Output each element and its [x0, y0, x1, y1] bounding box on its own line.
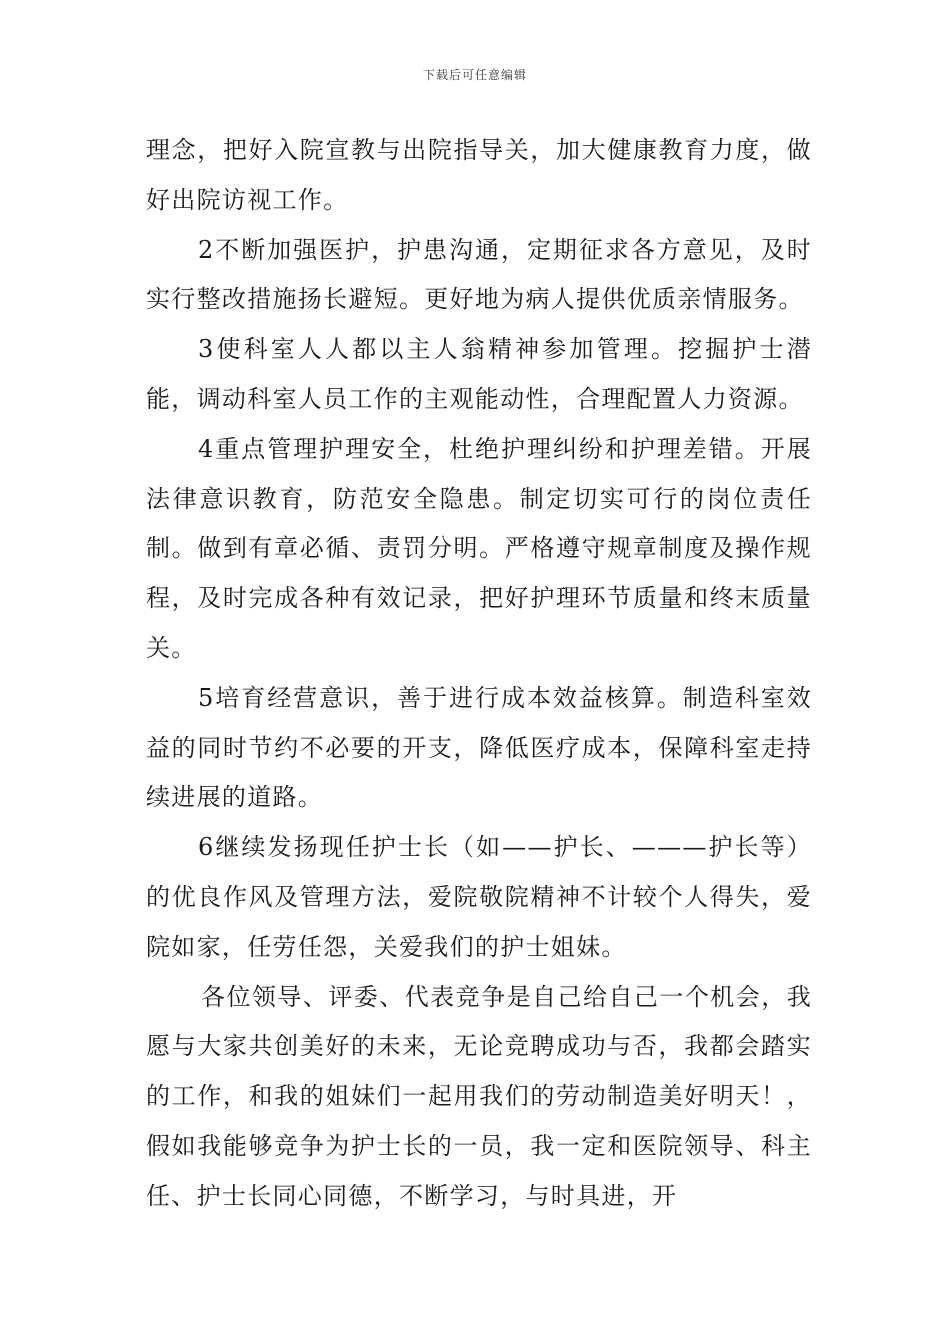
paragraph-3: 3使科室人人都以主人翁精神参加管理。挖掘护士潜能，调动科室人员工作的主观能动性，合理配置人力资源。	[146, 335, 812, 413]
paragraph-1: 理念，把好入院宣教与出院指导关，加大健康教育力度，做好出院访视工作。	[146, 136, 812, 214]
paragraph-7: 各位领导、评委、代表竞争是自己给自己一个机会，我愿与大家共创美好的未来，无论竞聘成功与否，我都会踏实的工作，和我的姐妹们一起用我们的劳动制造美好明天！，假如我能够竞争为护士长的一员，我一定和医院领导、科主任、护士长同心同德，不断学习，与时具进，开	[146, 982, 812, 1210]
paragraph-2: 2不断加强医护，护患沟通，定期征求各方意见，及时实行整改措施扬长避短。更好地为病人提供优质亲情服务。	[146, 235, 812, 314]
paragraph-6: 6继续发扬现任护士长（如——护长、———护长等）的优良作风及管理方法，爱院敬院精神不计较个人得失，爱院如家，任劳任怨，关爱我们的护士姐妹。	[146, 833, 812, 961]
paragraph-5: 5培育经营意识，善于进行成本效益核算。制造科室效益的同时节约不必要的开支，降低医疗成本，保障科室走持续进展的道路。	[146, 683, 812, 812]
page-header: 下载后可任意编辑	[422, 68, 527, 82]
paragraph-4: 4重点管理护理安全，杜绝护理纠纷和护理差错。开展法律意识教育，防范安全隐患。制定切实可行的岗位责任制。做到有章必循、责罚分明。严格遵守规章制度及操作规程，及时完成各种有效记录，把好护理环节质量和终末质量关。	[146, 434, 812, 662]
document-body	[146, 126, 812, 1222]
